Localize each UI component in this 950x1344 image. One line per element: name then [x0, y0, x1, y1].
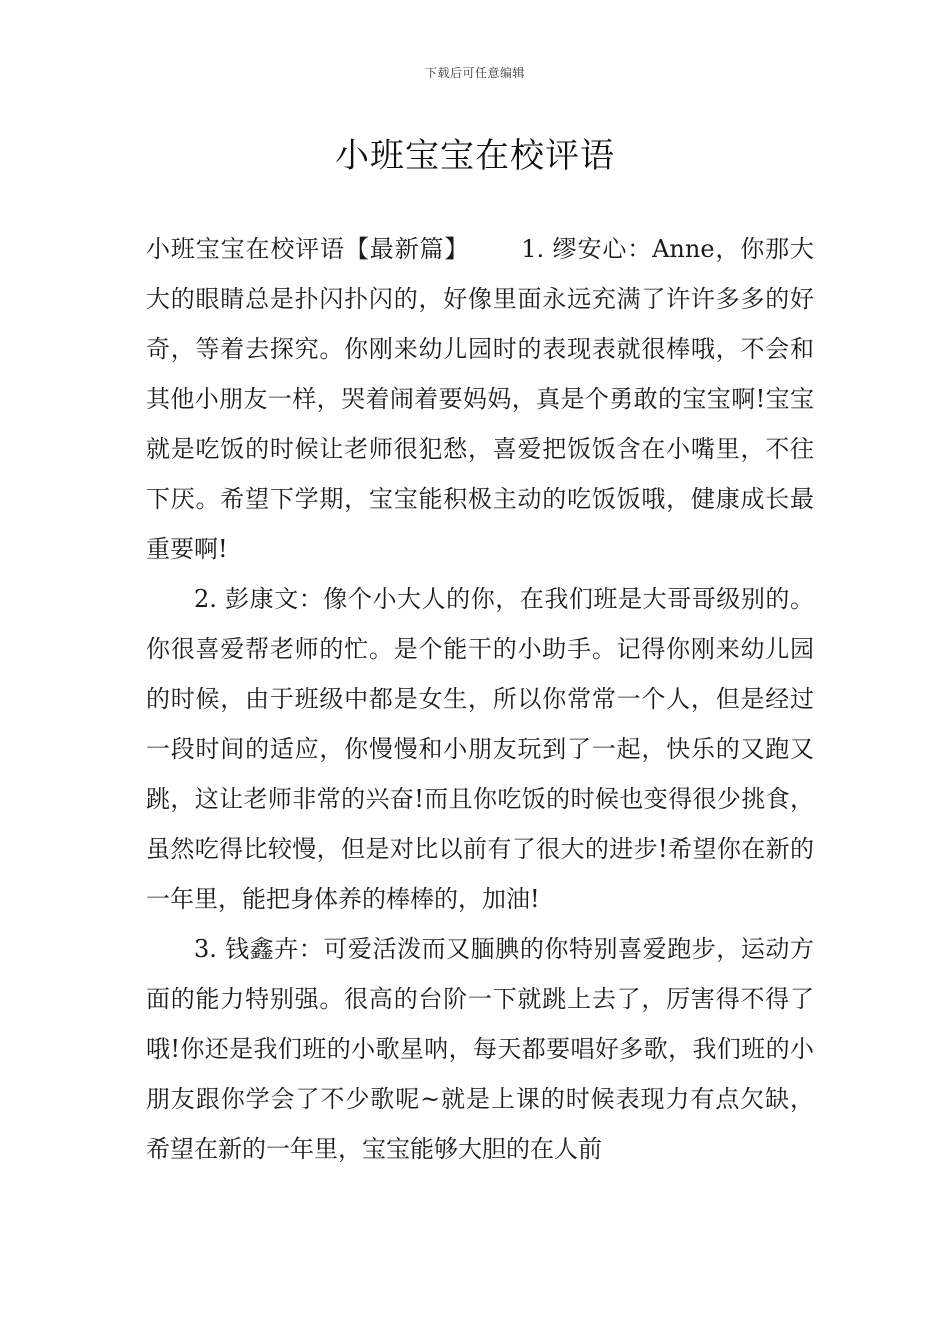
paragraph-2: 2. 彭康文：像个小大人的你，在我们班是大哥哥级别的。你很喜爱帮老师的忙。是个能干的小助手。记得你刚来幼儿园的时候，由于班级中都是女生，所以你常常一个人，但是经过一段时间的适应，你慢慢和小朋友玩到了一起，快乐的又跑又跳，这让老师非常的兴奋!而且你吃饭的时候也变得很少挑食，虽然吃得比较慢，但是对比以前有了很大的进步!希望你在新的一年里，能把身体养的棒棒的，加油! — [146, 585, 814, 913]
paragraph-1-text: 1. 缪安心：Anne，你那大大的眼睛总是扑闪扑闪的，好像里面永远充满了许许多多的好奇，等着去探究。你刚来幼儿园时的表现表就很棒哦，不会和其他小朋友一样，哭着闹着要妈妈，真是个勇敢的宝宝啊!宝宝就是吃饭的时候让老师很犯愁，喜爱把饭饭含在小嘴里，不往下厌。希望下学期，宝宝能积极主动的吃饭饭哦，健康成长最重要啊! — [146, 235, 815, 563]
document-title: 小班宝宝在校评语 — [335, 136, 615, 176]
lead-title: 小班宝宝在校评语【最新篇】 — [146, 235, 470, 263]
paragraph-1 — [146, 224, 814, 574]
document-body — [146, 224, 814, 1174]
header-note: 下载后可任意编辑 — [424, 66, 525, 80]
paragraph-3: 3. 钱鑫卉：可爱活泼而又腼腆的你特别喜爱跑步，运动方面的能力特别强。很高的台阶一下就跳上去了，厉害得不得了哦!你还是我们班的小歌星呐，每天都要唱好多歌，我们班的小朋友跟你学会了不少歌呢~就是上课的时候表现力有点欠缺，希望在新的一年里，宝宝能够大胆的在人前 — [146, 935, 814, 1163]
